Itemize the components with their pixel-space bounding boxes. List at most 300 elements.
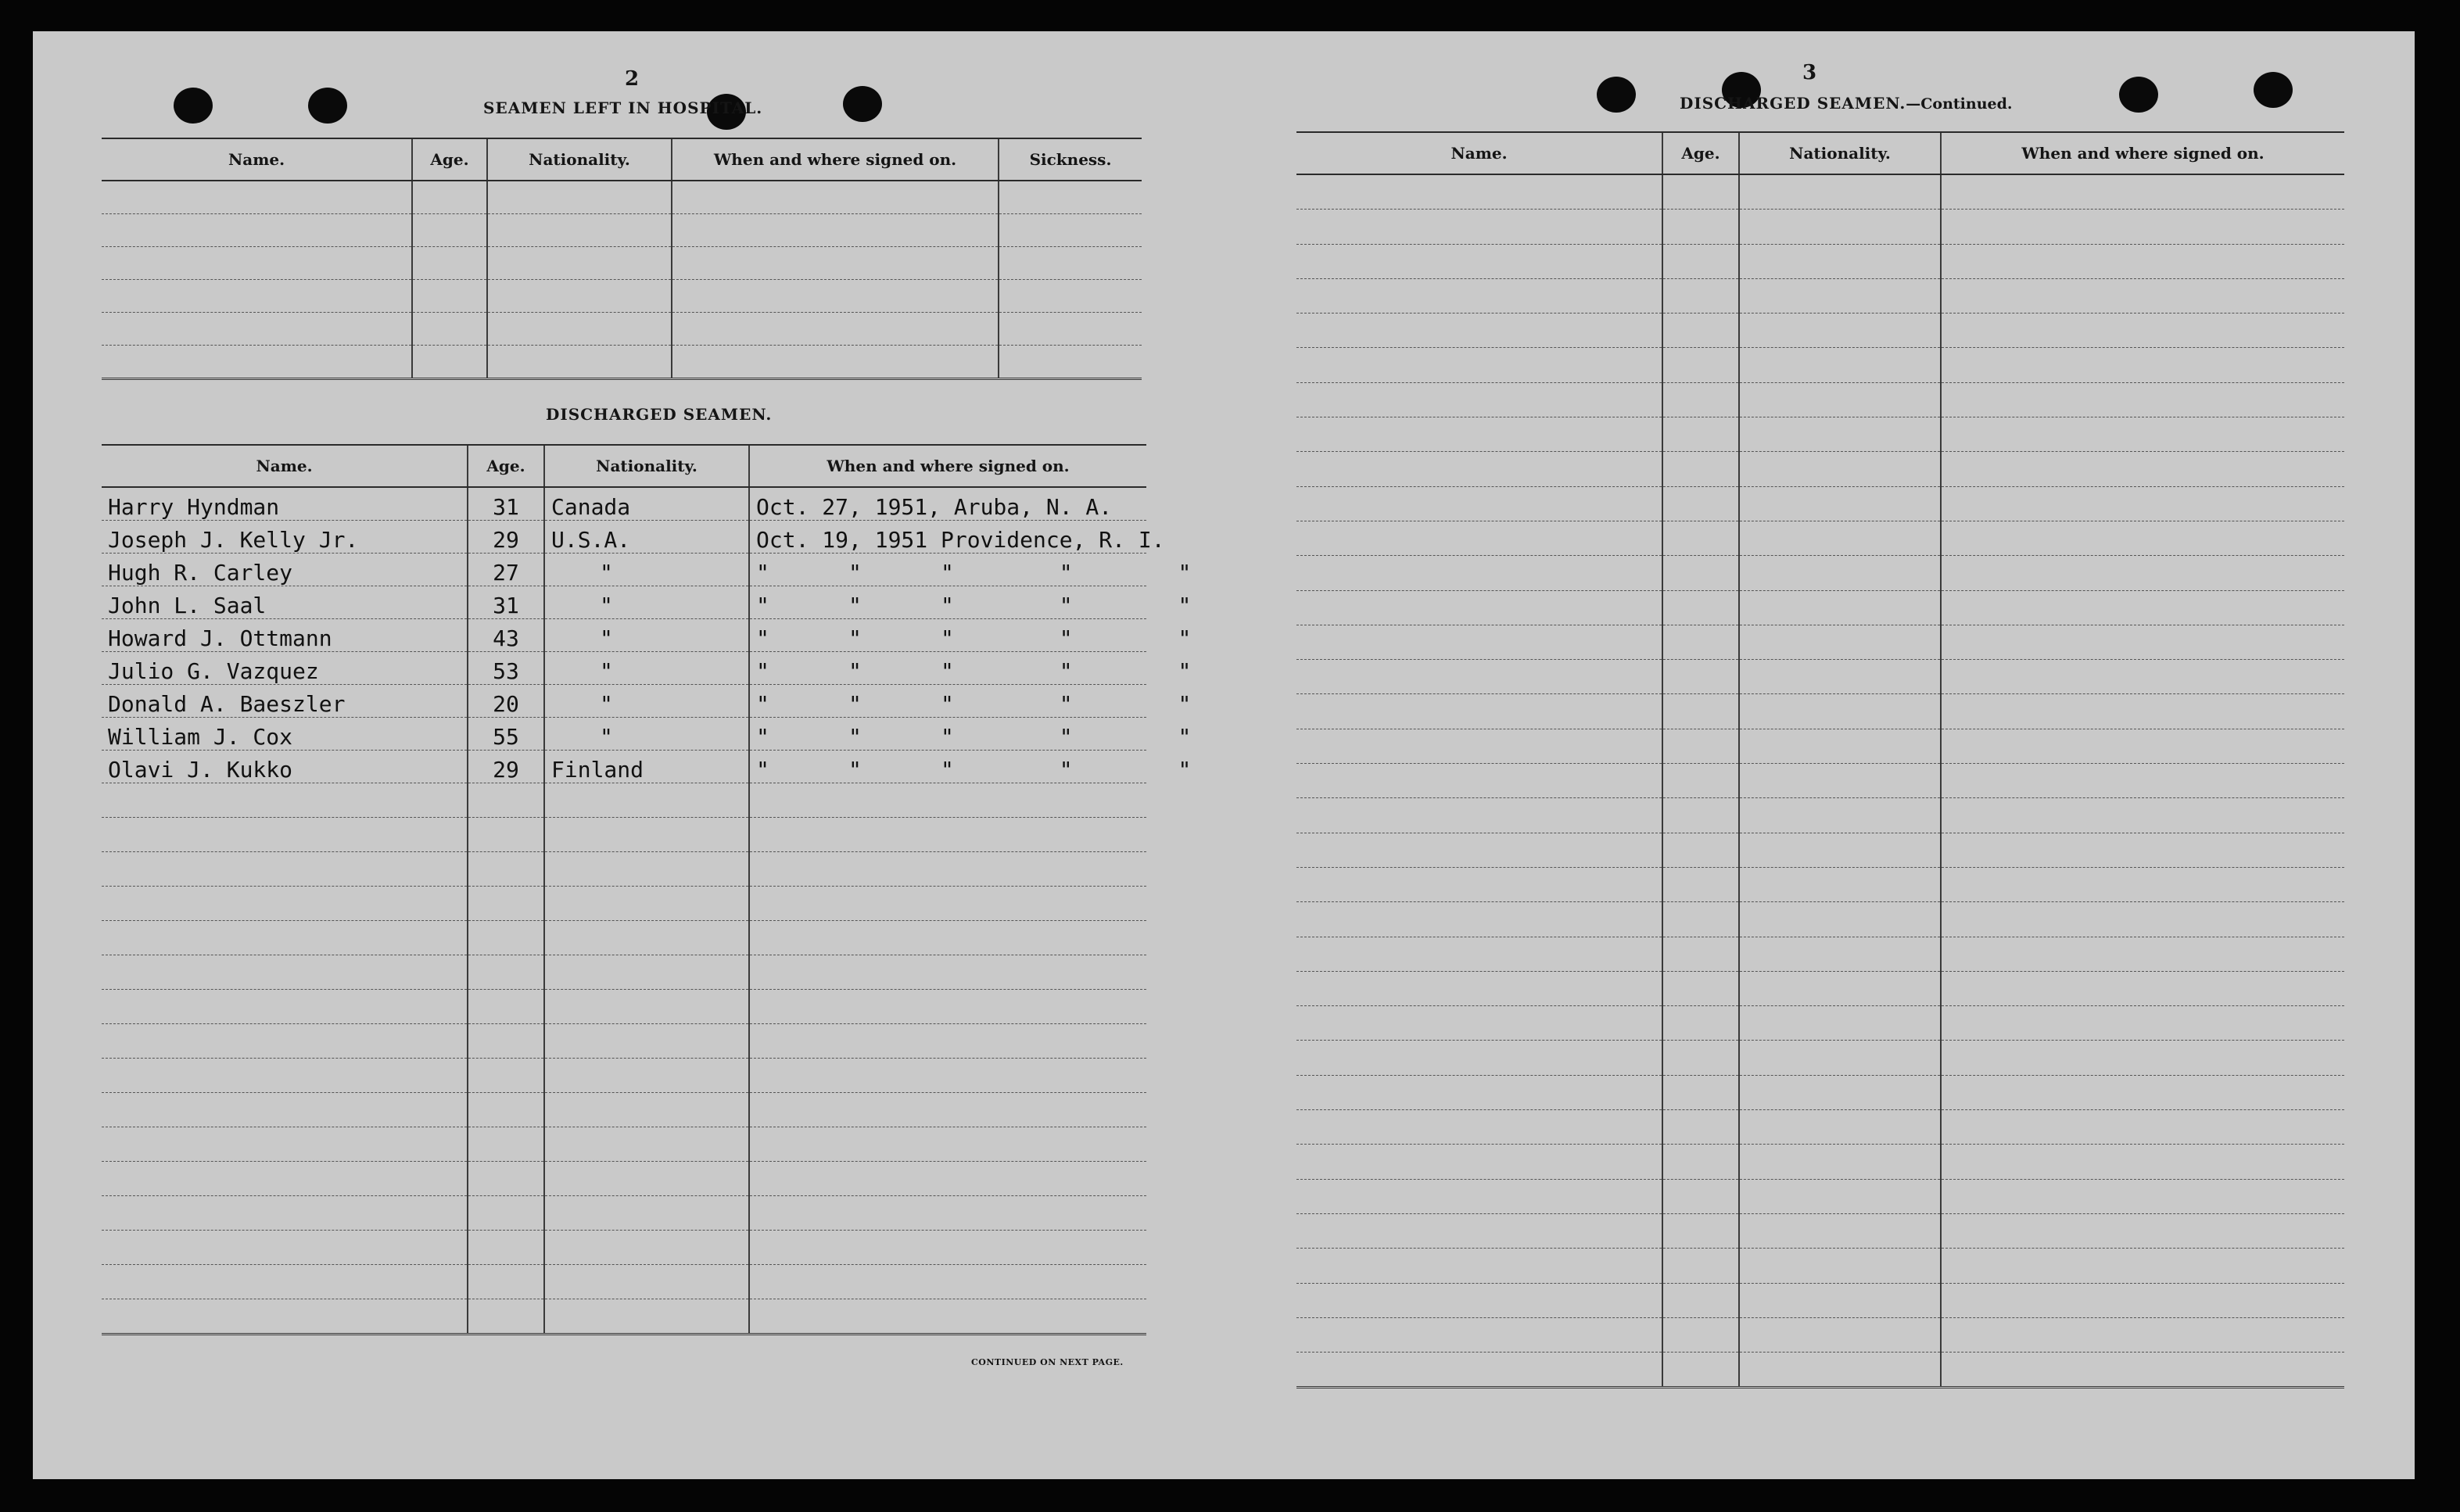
table-cell [1296, 764, 1662, 798]
table-row [1296, 486, 2344, 521]
table-cell [1739, 729, 1941, 763]
table-cell [749, 852, 1146, 887]
table-cell [1662, 452, 1739, 486]
table-cell [749, 1024, 1146, 1059]
table-cell [1662, 1041, 1739, 1075]
table-cell [102, 346, 412, 379]
table-cell [1739, 971, 1941, 1005]
table-cell [544, 1299, 749, 1335]
seaman-name: Howard J. Ottmann [102, 619, 468, 652]
table-row [102, 521, 1146, 554]
table-cell [487, 247, 672, 280]
table-cell [1662, 244, 1739, 278]
table-cell [487, 313, 672, 346]
table-row [1296, 1041, 2344, 1075]
table-row [1296, 798, 2344, 833]
table-cell [1662, 798, 1739, 833]
table-cell [1739, 382, 1941, 417]
table-cell [412, 214, 487, 247]
table-cell [1662, 1283, 1739, 1317]
table-cell [1296, 1006, 1662, 1041]
seaman-age: 27 [468, 554, 544, 586]
table-row [1296, 278, 2344, 313]
table-row [1296, 1179, 2344, 1213]
column-header-nationality: Nationality. [1739, 132, 1941, 174]
table-cell [468, 955, 544, 990]
table-cell [468, 1299, 544, 1335]
table-cell [102, 1093, 468, 1127]
seaman-nationality: " [544, 586, 749, 619]
table-cell [468, 783, 544, 818]
table-cell [1296, 556, 1662, 590]
table-row [102, 921, 1146, 955]
table-cell [1941, 590, 2344, 625]
seaman-signed-on: " " " " " [749, 751, 1146, 783]
table-cell [544, 1127, 749, 1162]
seaman-age: 29 [468, 521, 544, 554]
table-cell [749, 818, 1146, 852]
seaman-nationality: U.S.A. [544, 521, 749, 554]
table-cell [544, 955, 749, 990]
table-row [1296, 764, 2344, 798]
table-cell [1296, 417, 1662, 452]
table-cell [1941, 314, 2344, 348]
table-cell [468, 887, 544, 921]
table-cell [1941, 174, 2344, 210]
table-cell [1941, 382, 2344, 417]
table-cell [1941, 210, 2344, 244]
table-cell [1662, 1110, 1739, 1145]
document-sheet [33, 31, 2415, 1479]
table-cell [1662, 867, 1739, 901]
table-cell [102, 955, 468, 990]
table-cell [1941, 867, 2344, 901]
table-cell [1739, 1353, 1941, 1388]
table-cell [749, 1231, 1146, 1265]
table-row [1296, 382, 2344, 417]
table-cell [1662, 694, 1739, 729]
table-cell [1662, 556, 1739, 590]
table-cell [544, 818, 749, 852]
table-row [102, 852, 1146, 887]
table-cell [1662, 486, 1739, 521]
seaman-name: Joseph J. Kelly Jr. [102, 521, 468, 554]
table-row [1296, 348, 2344, 382]
table-cell [1296, 625, 1662, 659]
table-row [1296, 556, 2344, 590]
table-cell [1662, 660, 1739, 694]
table-cell [1941, 1179, 2344, 1213]
table-cell [544, 783, 749, 818]
table-cell [1296, 210, 1662, 244]
table-cell [1662, 174, 1739, 210]
table-cell [1739, 1145, 1941, 1179]
table-cell [468, 852, 544, 887]
table-cell [1739, 314, 1941, 348]
column-header-age: Age. [1662, 132, 1739, 174]
table-cell [487, 280, 672, 313]
table-row [102, 487, 1146, 521]
table-row [102, 1299, 1146, 1335]
table-cell [412, 346, 487, 379]
table-row [1296, 867, 2344, 901]
seaman-age: 29 [468, 751, 544, 783]
seaman-age: 53 [468, 652, 544, 685]
table-cell [1296, 590, 1662, 625]
page-number: 3 [1802, 61, 1817, 84]
table-row [102, 554, 1146, 586]
table-cell [1662, 1075, 1739, 1109]
seaman-nationality: Finland [544, 751, 749, 783]
column-header-signed-on: When and where signed on. [1941, 132, 2344, 174]
table-row [1296, 625, 2344, 659]
table-cell [1941, 1317, 2344, 1352]
right-page [1296, 31, 2391, 1479]
table-cell [487, 181, 672, 214]
table-cell [1296, 867, 1662, 901]
table-row [102, 1059, 1146, 1093]
table-cell [1296, 1213, 1662, 1248]
table-row [102, 1265, 1146, 1299]
table-row [102, 1093, 1146, 1127]
table-cell [468, 1127, 544, 1162]
table-cell [1739, 174, 1941, 210]
table-row [102, 1127, 1146, 1162]
column-header-name: Name. [102, 138, 412, 181]
seaman-name: John L. Saal [102, 586, 468, 619]
table-cell [1296, 1041, 1662, 1075]
seaman-signed-on: " " " " " [749, 652, 1146, 685]
table-cell [1941, 452, 2344, 486]
column-header-nationality: Nationality. [487, 138, 672, 181]
table-cell [1739, 556, 1941, 590]
table-cell [1296, 660, 1662, 694]
table-cell [1296, 833, 1662, 867]
table-cell [1941, 798, 2344, 833]
seaman-name: Harry Hyndman [102, 487, 468, 521]
table-row [1296, 174, 2344, 210]
table-cell [672, 313, 999, 346]
table-cell [1739, 798, 1941, 833]
table-cell [102, 1196, 468, 1231]
column-header-age: Age. [468, 445, 544, 487]
table-cell [749, 1127, 1146, 1162]
seaman-name: Donald A. Baeszler [102, 685, 468, 718]
table-cell [1662, 729, 1739, 763]
table-cell [1662, 314, 1739, 348]
table-row [1296, 833, 2344, 867]
seaman-signed-on: " " " " " [749, 685, 1146, 718]
table-cell [1662, 1213, 1739, 1248]
table-cell [102, 1024, 468, 1059]
table-cell [412, 181, 487, 214]
table-row [1296, 1006, 2344, 1041]
seaman-signed-on: " " " " " [749, 586, 1146, 619]
table-cell [468, 1265, 544, 1299]
table-cell [102, 1231, 468, 1265]
table-row [102, 990, 1146, 1024]
table-row [1296, 210, 2344, 244]
seaman-name: Julio G. Vazquez [102, 652, 468, 685]
table-cell [1941, 1353, 2344, 1388]
table-cell [1739, 937, 1941, 971]
table-cell [468, 818, 544, 852]
table-cell [1941, 1110, 2344, 1145]
seaman-signed-on: " " " " " [749, 619, 1146, 652]
table-row [1296, 1145, 2344, 1179]
discharged-table [102, 444, 1192, 1335]
table-cell [544, 1196, 749, 1231]
seaman-age: 31 [468, 586, 544, 619]
table-row [102, 346, 1142, 379]
table-row [1296, 902, 2344, 937]
table-cell [1941, 1283, 2344, 1317]
table-cell [412, 280, 487, 313]
discharged-continued-table [1296, 131, 2344, 1388]
table-cell [102, 247, 412, 280]
table-row [102, 247, 1142, 280]
table-cell [1662, 1353, 1739, 1388]
table-cell [1739, 902, 1941, 937]
table-row [102, 280, 1142, 313]
table-cell [1739, 417, 1941, 452]
table-cell [1739, 486, 1941, 521]
table-cell [102, 313, 412, 346]
table-cell [1296, 694, 1662, 729]
table-cell [1941, 833, 2344, 867]
seaman-signed-on: " " " " " [749, 718, 1146, 751]
table-cell [1739, 660, 1941, 694]
table-row [102, 1231, 1146, 1265]
table-cell [1296, 1110, 1662, 1145]
page-number: 2 [624, 67, 640, 91]
table-cell [1941, 902, 2344, 937]
table-cell [1662, 1317, 1739, 1352]
table-cell [1739, 833, 1941, 867]
seaman-nationality: " [544, 619, 749, 652]
seaman-nationality: " [544, 685, 749, 718]
table-cell [1662, 902, 1739, 937]
table-cell [544, 1093, 749, 1127]
table-cell [749, 1093, 1146, 1127]
table-row [102, 313, 1142, 346]
seaman-age: 31 [468, 487, 544, 521]
seaman-nationality: " [544, 554, 749, 586]
table-cell [1296, 729, 1662, 763]
table-cell [749, 1299, 1146, 1335]
table-cell [468, 1059, 544, 1093]
column-header-name: Name. [1296, 132, 1662, 174]
seaman-nationality: Canada [544, 487, 749, 521]
table-cell [412, 313, 487, 346]
seaman-signed-on: " " " " " [749, 554, 1146, 586]
table-row [1296, 660, 2344, 694]
table-cell [1739, 1006, 1941, 1041]
table-cell [1296, 1075, 1662, 1109]
table-cell [1739, 1075, 1941, 1109]
table-row [1296, 1317, 2344, 1352]
table-row [102, 652, 1146, 685]
hospital-table [102, 138, 1142, 380]
table-cell [1662, 590, 1739, 625]
table-cell [1941, 764, 2344, 798]
table-row [1296, 971, 2344, 1005]
table-cell [102, 1265, 468, 1299]
table-cell [1941, 1041, 2344, 1075]
table-cell [999, 247, 1142, 280]
table-row [102, 1196, 1146, 1231]
table-cell [1941, 937, 2344, 971]
table-row [1296, 244, 2344, 278]
table-cell [102, 818, 468, 852]
table-cell [1739, 348, 1941, 382]
table-row [102, 586, 1146, 619]
table-cell [1296, 1283, 1662, 1317]
seaman-age: 55 [468, 718, 544, 751]
table-cell [749, 887, 1146, 921]
table-cell [544, 990, 749, 1024]
table-cell [544, 1059, 749, 1093]
table-cell [672, 181, 999, 214]
table-row [1296, 452, 2344, 486]
table-cell [1739, 694, 1941, 729]
table-cell [1296, 278, 1662, 313]
table-cell [1296, 902, 1662, 937]
table-cell [672, 214, 999, 247]
table-cell [468, 1196, 544, 1231]
table-cell [1662, 348, 1739, 382]
table-cell [468, 1024, 544, 1059]
table-row [1296, 590, 2344, 625]
table-cell [672, 280, 999, 313]
table-cell [102, 921, 468, 955]
table-cell [102, 280, 412, 313]
table-cell [1296, 1317, 1662, 1352]
table-cell [1296, 1353, 1662, 1388]
hospital-section-title: SEAMEN LEFT IN HOSPITAL. [483, 99, 763, 117]
table-cell [1941, 694, 2344, 729]
column-header-signed-on: When and where signed on. [749, 445, 1146, 487]
table-cell [1662, 521, 1739, 555]
table-cell [1941, 486, 2344, 521]
table-cell [1941, 1006, 2344, 1041]
table-row [102, 619, 1146, 652]
table-cell [1662, 937, 1739, 971]
table-cell [412, 247, 487, 280]
table-cell [468, 990, 544, 1024]
table-cell [749, 1265, 1146, 1299]
left-page [102, 31, 1192, 1479]
table-cell [1739, 1249, 1941, 1283]
table-row [1296, 1075, 2344, 1109]
table-cell [1662, 625, 1739, 659]
table-cell [1296, 1179, 1662, 1213]
table-cell [1941, 278, 2344, 313]
table-cell [1296, 314, 1662, 348]
table-cell [999, 346, 1142, 379]
table-row [1296, 694, 2344, 729]
table-cell [1941, 244, 2344, 278]
seaman-signed-on: Oct. 27, 1951, Aruba, N. A. [749, 487, 1146, 521]
table-cell [468, 1231, 544, 1265]
table-row [102, 181, 1142, 214]
table-cell [1296, 486, 1662, 521]
table-cell [468, 921, 544, 955]
table-cell [1296, 244, 1662, 278]
table-cell [749, 1162, 1146, 1196]
table-cell [102, 181, 412, 214]
table-row [1296, 1353, 2344, 1388]
seaman-age: 20 [468, 685, 544, 718]
table-row [102, 818, 1146, 852]
table-cell [1941, 1249, 2344, 1283]
column-header-age: Age. [412, 138, 487, 181]
table-cell [749, 1196, 1146, 1231]
table-cell [102, 1127, 468, 1162]
table-cell [749, 1059, 1146, 1093]
table-cell [102, 1299, 468, 1335]
table-cell [102, 783, 468, 818]
table-cell [487, 346, 672, 379]
table-cell [749, 921, 1146, 955]
table-cell [1662, 971, 1739, 1005]
table-row [1296, 1110, 2344, 1145]
discharged-section-title: DISCHARGED SEAMEN. [546, 405, 773, 424]
continued-note: CONTINUED ON NEXT PAGE. [971, 1357, 1124, 1367]
seaman-age: 43 [468, 619, 544, 652]
table-cell [544, 887, 749, 921]
table-cell [1941, 1213, 2344, 1248]
section-title-suffix: —Continued. [1906, 95, 2013, 113]
table-row [102, 955, 1146, 990]
table-cell [1941, 1075, 2344, 1109]
column-header-signed-on: When and where signed on. [672, 138, 999, 181]
table-cell [1941, 971, 2344, 1005]
column-header-name: Name. [102, 445, 468, 487]
table-cell [1739, 1041, 1941, 1075]
table-cell [1739, 867, 1941, 901]
seaman-name: Hugh R. Carley [102, 554, 468, 586]
table-cell [1662, 278, 1739, 313]
table-cell [749, 990, 1146, 1024]
table-row [102, 1162, 1146, 1196]
table-row [102, 685, 1146, 718]
table-cell [1662, 764, 1739, 798]
table-row [1296, 1213, 2344, 1248]
table-cell [544, 852, 749, 887]
table-cell [544, 1231, 749, 1265]
table-cell [1941, 625, 2344, 659]
table-row [102, 214, 1142, 247]
table-row [1296, 1283, 2344, 1317]
table-cell [1296, 382, 1662, 417]
table-cell [544, 1265, 749, 1299]
table-cell [1739, 1213, 1941, 1248]
table-row [102, 887, 1146, 921]
table-row [1296, 314, 2344, 348]
table-cell [1739, 278, 1941, 313]
table-row [1296, 521, 2344, 555]
table-cell [1739, 764, 1941, 798]
table-row [1296, 729, 2344, 763]
table-cell [102, 990, 468, 1024]
table-row [102, 1024, 1146, 1059]
seaman-signed-on: Oct. 19, 1951 Providence, R. I. [749, 521, 1146, 554]
table-cell [1739, 210, 1941, 244]
table-row [102, 783, 1146, 818]
table-row [1296, 1249, 2344, 1283]
table-row [1296, 937, 2344, 971]
